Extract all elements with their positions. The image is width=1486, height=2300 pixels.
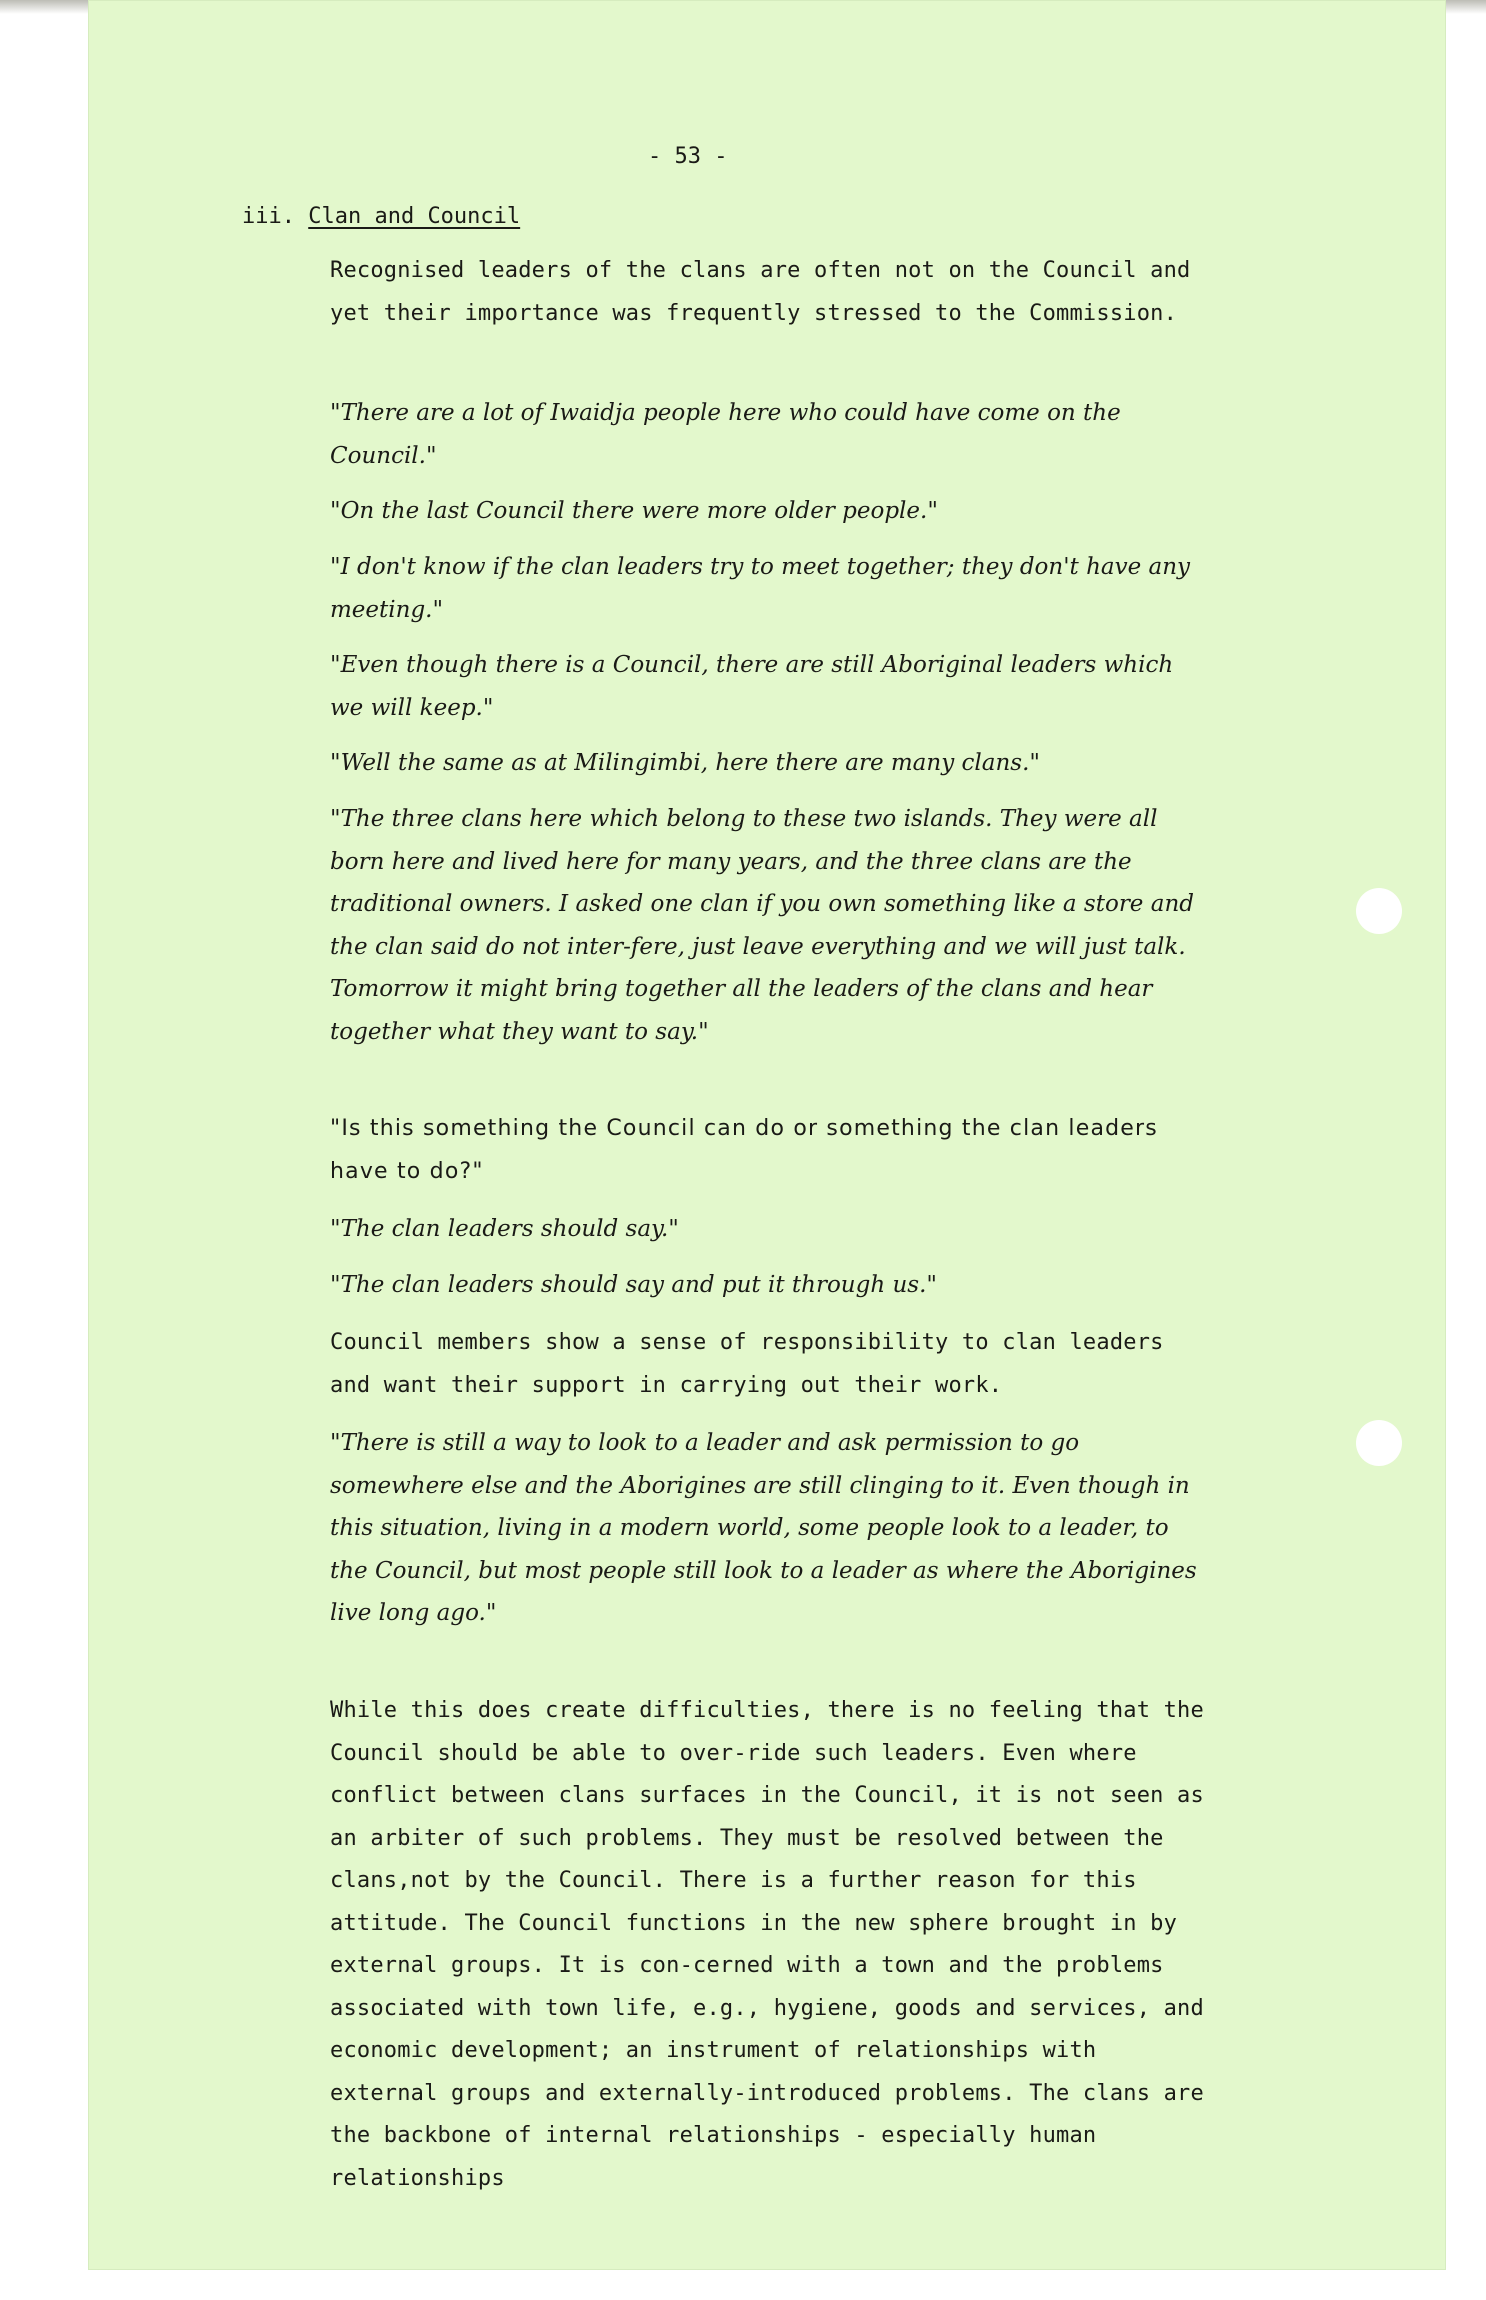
quote-older-people: "On the last Council there were more older people.": [330, 498, 938, 524]
section-title: Clan and Council: [308, 204, 521, 229]
quote-clan-leaders-meet: "I don't know if the clan leaders try to meet together; they don't have any meeting.": [330, 554, 1191, 623]
paragraph-intro: Recognised leaders of the clans are often not on the Council and yet their importance was frequently stressed to the Commission.: [330, 258, 1191, 326]
punch-hole-upper: [1356, 888, 1402, 934]
section-heading: [242, 204, 520, 229]
punch-hole-lower: [1356, 1420, 1402, 1466]
quote-look-to-a-leader: "There is still a way to look to a leader and ask permission to go somewhere else and the Aborigines are still clinging to it. Even though in this situation, living in a modern world, some people look to a leader, to the Council, but most people still look to a leader as where the Aborigines live long ago.": [330, 1430, 1197, 1626]
quote-aboriginal-leaders: "Even though there is a Council, there are still Aboriginal leaders which we will keep.": [330, 652, 1174, 721]
page-number: - 53 -: [648, 144, 728, 169]
quote-iwaidja: "There are a lot of Iwaidja people here who could have come on the Council.": [330, 400, 1121, 469]
section-numeral: iii.: [242, 204, 295, 229]
question-council-or-clan: "Is this something the Council can do or something the clan leaders have to do?": [330, 1116, 1158, 1184]
quote-clan-leaders-should-say: "The clan leaders should say.": [330, 1216, 679, 1242]
quote-three-clans: "The three clans here which belong to these two islands. They were all born here and lived here for many years, and the three clans are the traditional owners. I asked one clan if you own something like a store and the clan said do not inter-fere, just leave everything and we will just talk. Tomorrow it might bring together all the leaders of the clans and hear together what they want to say.": [330, 806, 1194, 1045]
paragraph-responsibility: Council members show a sense of responsibility to clan leaders and want their support in carrying out their work.: [330, 1330, 1164, 1398]
paragraph-difficulties: While this does create difficulties, there is no feeling that the Council should be able to over-ride such leaders. Even where conflict between clans surfaces in the Council, it is not seen as an arbiter of such problems. They must be resolved between the clans,not by the Council. There is a further reason for this attitude. The Council functions in the new sphere brought in by external groups. It is con-cerned with a town and the problems associated with town life, e.g., hygiene, goods and services, and economic development; an instrument of relationships with external groups and externally-introduced problems. The clans are the backbone of internal relationships - especially human relationships: [330, 1698, 1204, 2191]
quote-put-it-through-us: "The clan leaders should say and put it through us.": [330, 1272, 937, 1298]
quote-milingimbi: "Well the same as at Milingimbi, here there are many clans.": [330, 750, 1040, 776]
